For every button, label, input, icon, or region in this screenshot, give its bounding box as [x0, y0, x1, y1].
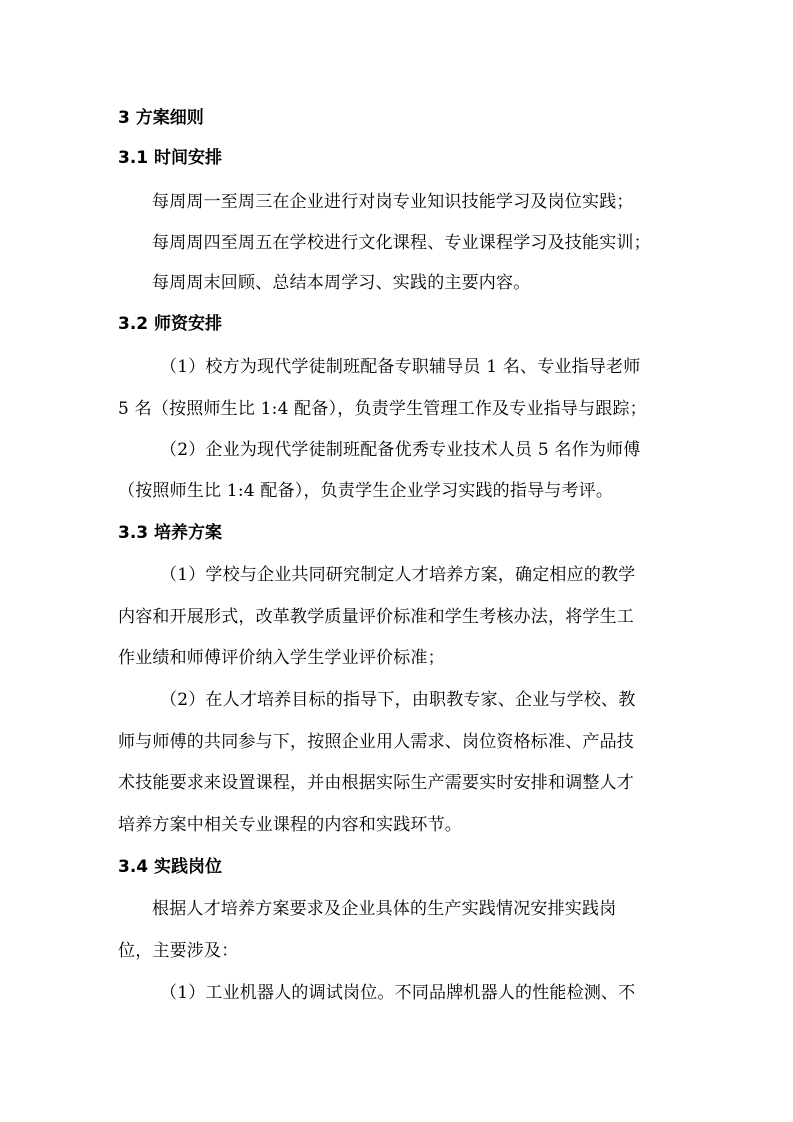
paragraph-line: （2）在人才培养目标的指导下，由职教专家、企业与学校、教	[160, 690, 636, 710]
paragraph-line: 术技能要求来设置课程，并由根据实际生产需要实时安排和调整人才	[118, 773, 634, 793]
paragraph-line: 师与师傅的共同参与下，按照企业用人需求、岗位资格标准、产品技	[118, 732, 634, 752]
paragraph-line: 5 名（按照师生比 1:4 配备），负责学生管理工作及专业指导与跟踪；	[118, 399, 647, 419]
paragraph-line: （1）学校与企业共同研究制定人才培养方案，确定相应的教学	[160, 565, 636, 585]
paragraph-line: （2）企业为现代学徒制班配备优秀专业技术人员 5 名作为师傅	[160, 440, 641, 460]
paragraph-line: 位，主要涉及：	[118, 941, 239, 961]
paragraph-line: 内容和开展形式，改革教学质量评价标准和学生考核办法，将学生工	[118, 607, 634, 627]
section-3-1-heading: 3.1 时间安排	[118, 148, 223, 168]
paragraph-line: （1）校方为现代学徒制班配备专职辅导员 1 名、专业指导老师	[160, 357, 641, 377]
paragraph-line: 每周周一至周三在企业进行对岗专业知识技能学习及岗位实践；	[152, 192, 634, 212]
section-3-heading: 3 方案细则	[118, 108, 204, 128]
section-3-4-heading: 3.4 实践岗位	[118, 857, 223, 877]
paragraph-line: （1）工业机器人的调试岗位。不同品牌机器人的性能检测、不	[160, 983, 636, 1003]
paragraph-line: 根据人才培养方案要求及企业具体的生产实践情况安排实践岗	[152, 899, 617, 919]
paragraph-line: 每周周四至周五在学校进行文化课程、专业课程学习及技能实训；	[152, 233, 651, 253]
paragraph-line: 每周周末回顾、总结本周学习、实践的主要内容。	[152, 273, 531, 293]
paragraph-line: 作业绩和师傅评价纳入学生学业评价标准；	[118, 648, 445, 668]
section-3-3-heading: 3.3 培养方案	[118, 523, 223, 543]
paragraph-line: （按照师生比 1:4 配备），负责学生企业学习实践的指导与考评。	[118, 481, 614, 501]
section-3-2-heading: 3.2 师资安排	[118, 314, 223, 334]
paragraph-line: 培养方案中相关专业课程的内容和实践环节。	[118, 815, 462, 835]
